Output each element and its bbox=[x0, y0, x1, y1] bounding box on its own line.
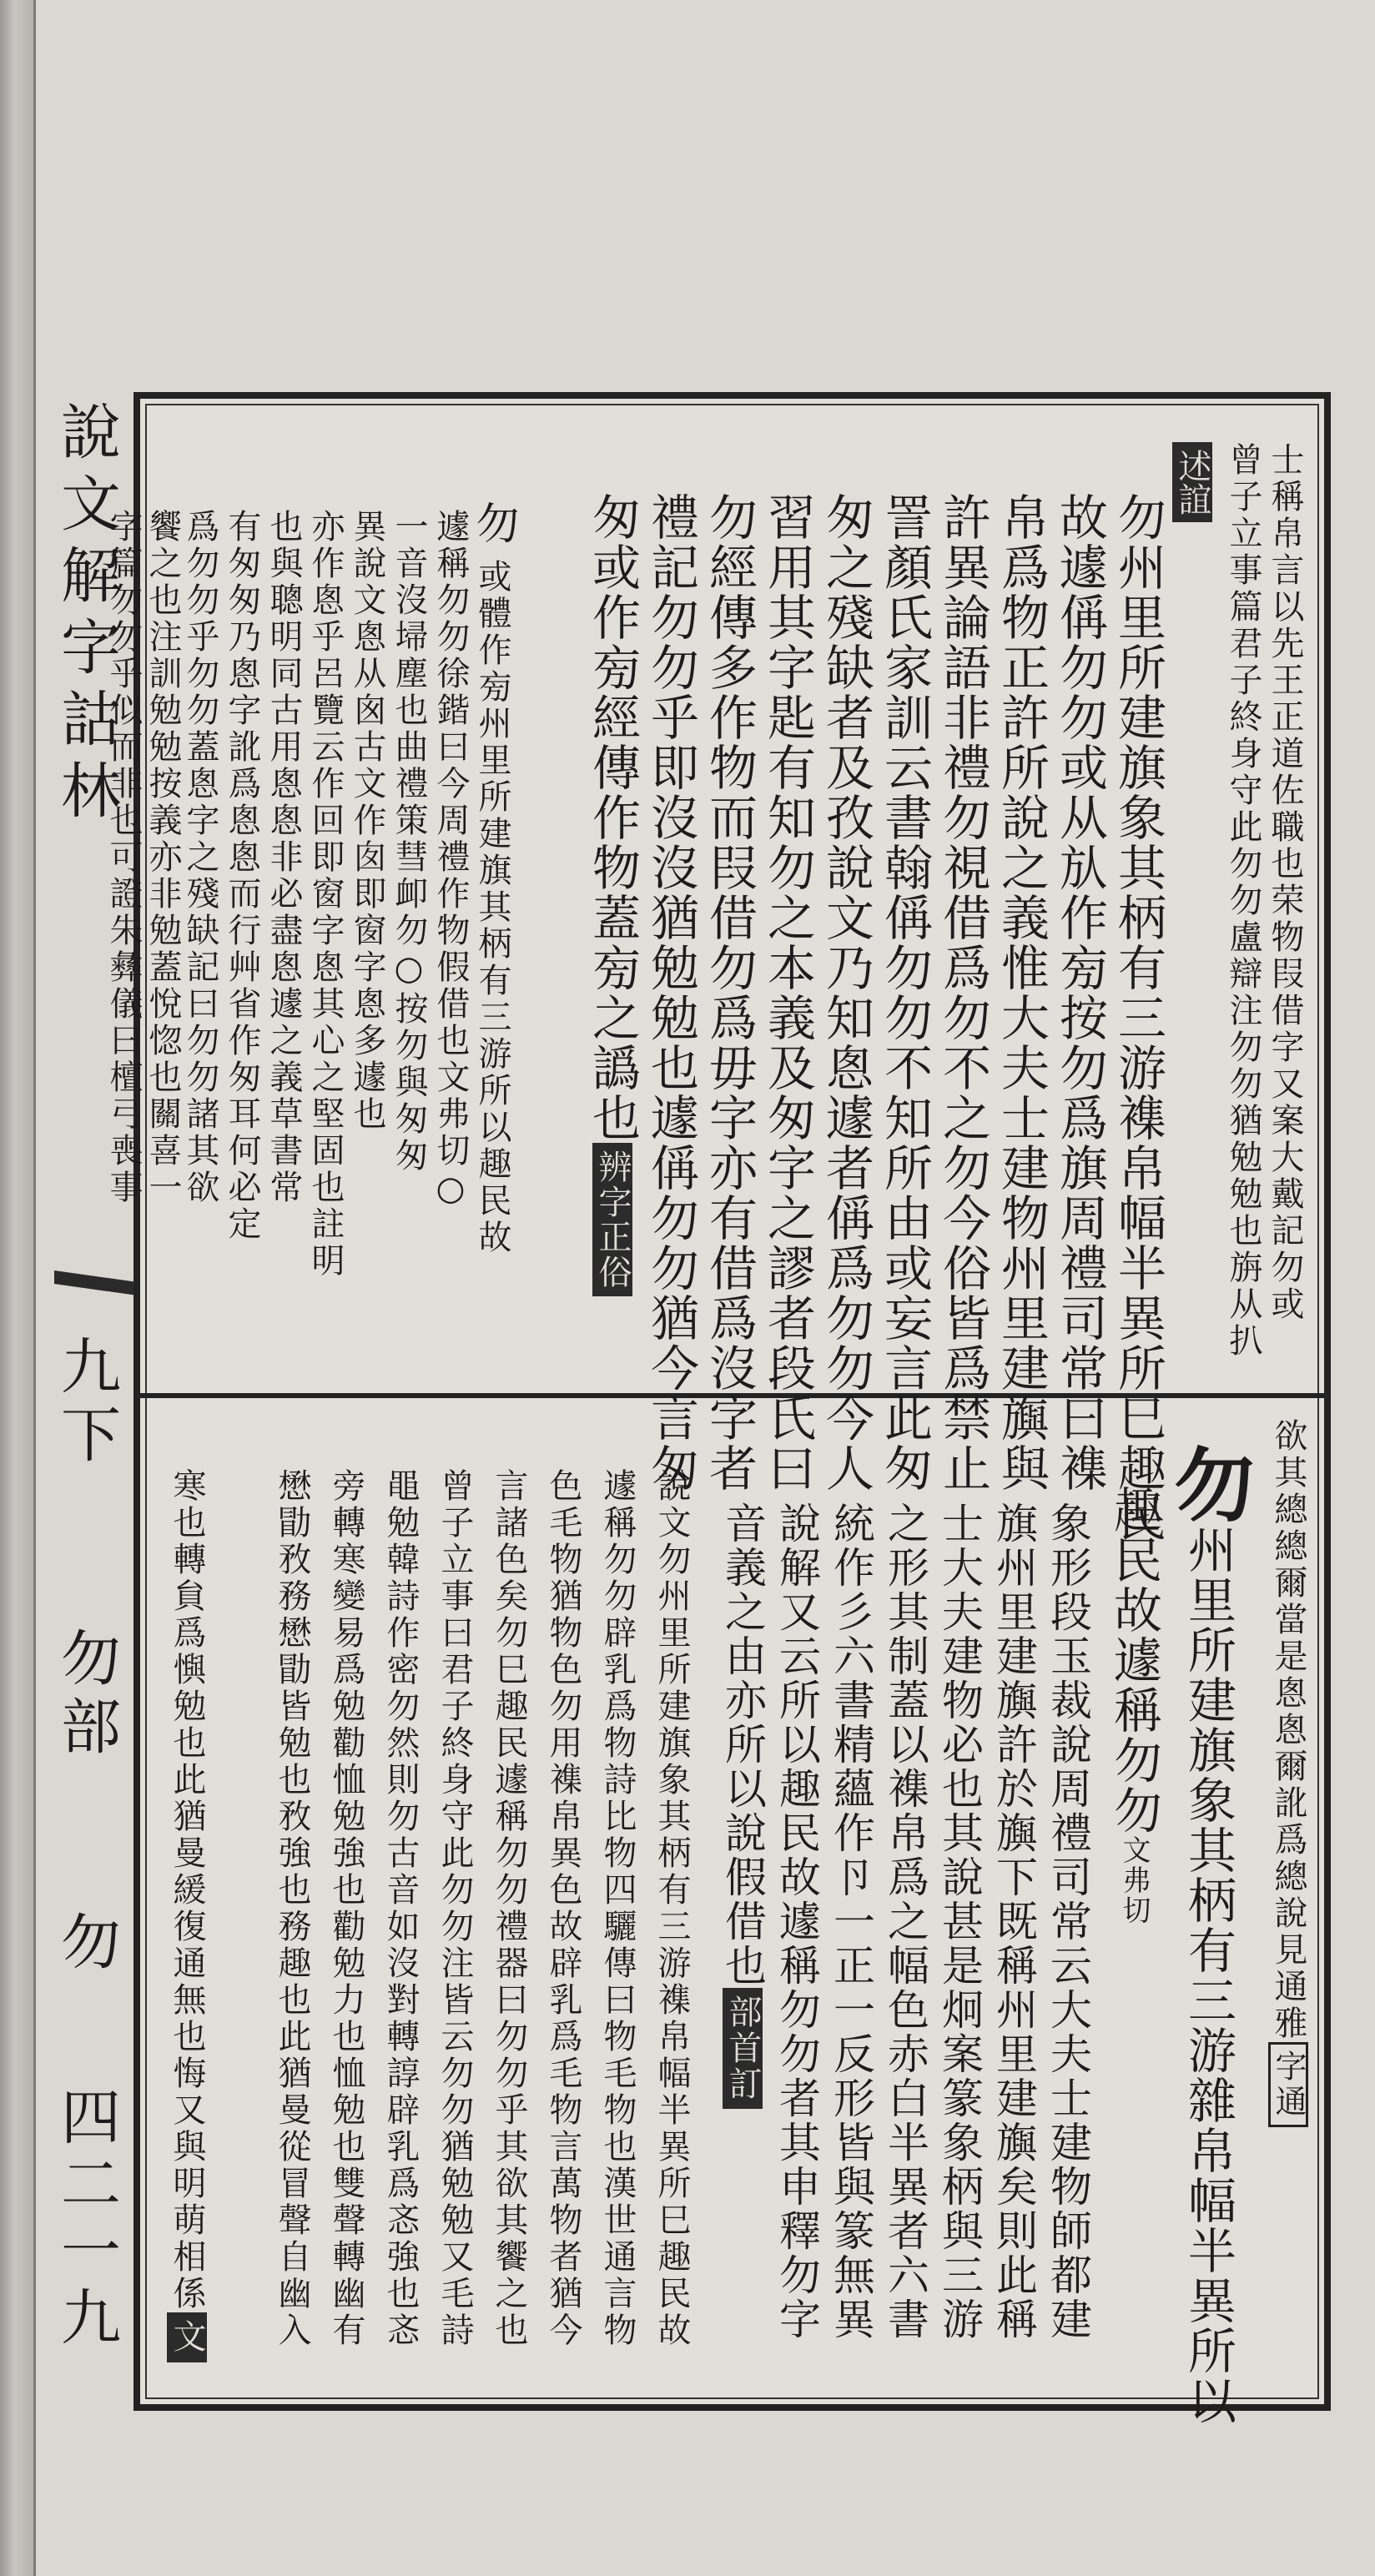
top-notes-badge: 述誼 bbox=[1172, 442, 1212, 522]
top-small-col-7: 有匆匆乃悤字訛爲悤悤而行艸省作匆耳何必定 bbox=[223, 509, 261, 1243]
bottom-small-col-2: 遽稱勿勿辟乳爲物詩比物四驪傳曰物毛物也漢世通言物 bbox=[598, 1468, 637, 2349]
bottom-main-col-1-text: 州里所建旗象其柄有三游雜帛幅半異所以 bbox=[1180, 1525, 1236, 2426]
bottom-small-col-1: 說文勿州里所建旗象其柄有三游襍帛幅半異所巳趣民故 bbox=[652, 1468, 691, 2349]
bottom-small-col-9-badge: 文 bbox=[167, 2312, 207, 2362]
top-col-3: 帛爲物正許所說之義惟大夫士建物州里建旟與 bbox=[993, 492, 1050, 1493]
top-small-col-5: 亦作悤乎呂覽云作回即窗字悤其心之堅固也註明 bbox=[306, 509, 345, 1280]
top-col-8: 勿經傳多作物而叚借勿爲毋字亦有借爲沒字者 bbox=[701, 492, 758, 1493]
top-small-col-2: 遽稱勿勿徐鍇曰今周禮作物假借也文弗切○ bbox=[431, 509, 470, 1211]
bottom-main-col-2-note: 文弗切 bbox=[1117, 1835, 1151, 1925]
top-col-4: 許異論語非禮勿視借爲勿不之勿今俗皆爲禁止 bbox=[934, 492, 991, 1493]
bottom-small-col-6: 黽勉韓詩作密勿然則勿古音如沒對轉諄辟乳爲忞強也忞 bbox=[381, 1468, 420, 2349]
bottom-right-note-text: 欲其總總爾當是悤悤爾訛爲總說見通雅 bbox=[1269, 1418, 1307, 2042]
bottom-col-g bbox=[718, 1502, 767, 2109]
bottom-small-col-5: 曾子立事曰君子終身守此勿勿注皆云勿勿猶勉勉又毛詩 bbox=[436, 1468, 474, 2349]
top-small-col-4: 異說文悤从囪古文作囱即窗字悤多遽也 bbox=[348, 509, 386, 1133]
bottom-main-col-1 bbox=[1161, 1443, 1256, 2426]
top-col-5: 詈顏氏家訓云書翰偁勿勿不知所由或妄言此匆 bbox=[876, 492, 933, 1493]
page-number: 四二一九 bbox=[51, 2085, 121, 2352]
bottom-small-col-9-text: 寒也轉貟爲懙勉也此猶曼緩復通無也悔又與明萌相係 bbox=[168, 1468, 206, 2312]
bottom-col-b: 旗州里建旟許於旟下既稱州里建旟矣則此稱 bbox=[990, 1502, 1038, 2342]
bottom-main-col-2 bbox=[1106, 1485, 1162, 1925]
top-col-2: 故遽偁勿勿或从㫃作㫄按勿爲旗周禮司常曰襍 bbox=[1051, 492, 1108, 1493]
radical-section: 勿部 bbox=[51, 1627, 121, 1763]
bottom-col-g-text: 音義之由亦所以說假借也 bbox=[718, 1502, 767, 1988]
top-note-2: 曾子立事篇君子終身守此勿勿盧辯注勿勿猶勉勉也旃从扒 bbox=[1224, 442, 1262, 1360]
top-small-col-6: 也與聰明同古用悤悤非必盡悤遽之義草書常 bbox=[264, 509, 303, 1206]
top-col-1: 勿州里所建旗象其柄有三游襍帛幅半異所巳趣民 bbox=[1110, 492, 1166, 1543]
bottom-col-c: 士大夫建物必也其說甚是炯案篆象柄與三游 bbox=[935, 1502, 984, 2342]
top-col-10 bbox=[584, 492, 641, 1296]
top-small-head: 勿 bbox=[468, 501, 518, 546]
top-notes-badge-wrap bbox=[1172, 442, 1212, 522]
bottom-right-note bbox=[1268, 1418, 1308, 2127]
bottom-col-g-badge: 部首訂 bbox=[723, 1988, 763, 2109]
top-small-col-9: 饗之也注訓勉勉按義亦非勉蓋悅惚也關喜一 bbox=[144, 509, 182, 1206]
bottom-col-a: 象形段玉裁說周禮司常云大夫士建物師都建 bbox=[1044, 1502, 1092, 2342]
top-col-9: 禮記勿勿乎即沒沒猶勉勉也遽偁勿勿猶今言匆 bbox=[642, 492, 699, 1493]
top-small-col-8: 爲勿勿乎勿勿蓋悤字之殘缺記曰勿勿諸其欲 bbox=[181, 509, 219, 1206]
top-col-10-badge: 辨字正俗 bbox=[592, 1143, 632, 1296]
top-small-col-3: 一音沒埽塵也曲禮策彗卹勿○按勿與匆匆 bbox=[390, 509, 428, 1175]
top-col-7: 習用其字匙有知勿之本義及匆字之謬者段氏曰 bbox=[759, 492, 816, 1493]
top-small-col-1: 或體作㫄州里所建旗其柄有三游所以趣民故 bbox=[473, 559, 511, 1256]
bottom-right-note-badge: 字通 bbox=[1268, 2042, 1308, 2127]
bottom-head-glyph: 勿 bbox=[1161, 1443, 1256, 1525]
entry-head: 勿 bbox=[51, 1910, 121, 1970]
top-note-1: 士稱帛言以先王正道佐職也荣物叚借字又案大戴記勿或 bbox=[1266, 442, 1304, 1323]
bottom-col-d: 之形其制蓋以襍帛爲之幅色赤白半異者六書 bbox=[881, 1502, 929, 2342]
bottom-col-f: 說解又云所以趣民故遽稱勿勿者其申釋勿字 bbox=[773, 1502, 821, 2342]
bottom-col-e: 統作彡六書精蘊作卪一正一反形皆與篆無異 bbox=[827, 1502, 875, 2342]
bottom-small-col-7: 旁轉寒變易爲勉勸恤勉強也勸勉力也恤勉也雙聲轉幽有 bbox=[327, 1468, 365, 2349]
bottom-small-col-9 bbox=[167, 1468, 207, 2362]
top-small-col-10: 字篇勿勿乎似而非也可證朱彝儀曰檀弓喪事 bbox=[104, 509, 143, 1206]
book-title: 說文解字詁林 bbox=[51, 400, 121, 831]
binding-edge bbox=[33, 0, 36, 2576]
bottom-small-col-8: 懋勖敄務懋勖皆勉也敄強也務趣也此猶曼從冒聲自幽入 bbox=[273, 1468, 311, 2349]
book-binding bbox=[0, 0, 33, 2576]
bottom-small-col-3: 色毛物猶物色勿用襍帛異色故辟乳爲毛物言萬物者猶今 bbox=[544, 1468, 582, 2349]
bottom-main-col-2-text: 趣民故遽稱勿勿 bbox=[1106, 1485, 1162, 1835]
volume-label: 九下 bbox=[51, 1335, 121, 1472]
top-col-6: 匆之殘缺者及孜說文乃知悤遽者偁爲勿勿今人 bbox=[818, 492, 874, 1493]
bottom-small-col-4: 言諸色矣勿巳趣民遽稱勿勿禮器曰勿勿乎其欲其饗之也 bbox=[490, 1468, 528, 2349]
fish-tail-mark bbox=[54, 1270, 138, 1296]
top-col-10-text: 匆或作㫄經傳作物蓋㫄之譌也 bbox=[584, 492, 641, 1143]
